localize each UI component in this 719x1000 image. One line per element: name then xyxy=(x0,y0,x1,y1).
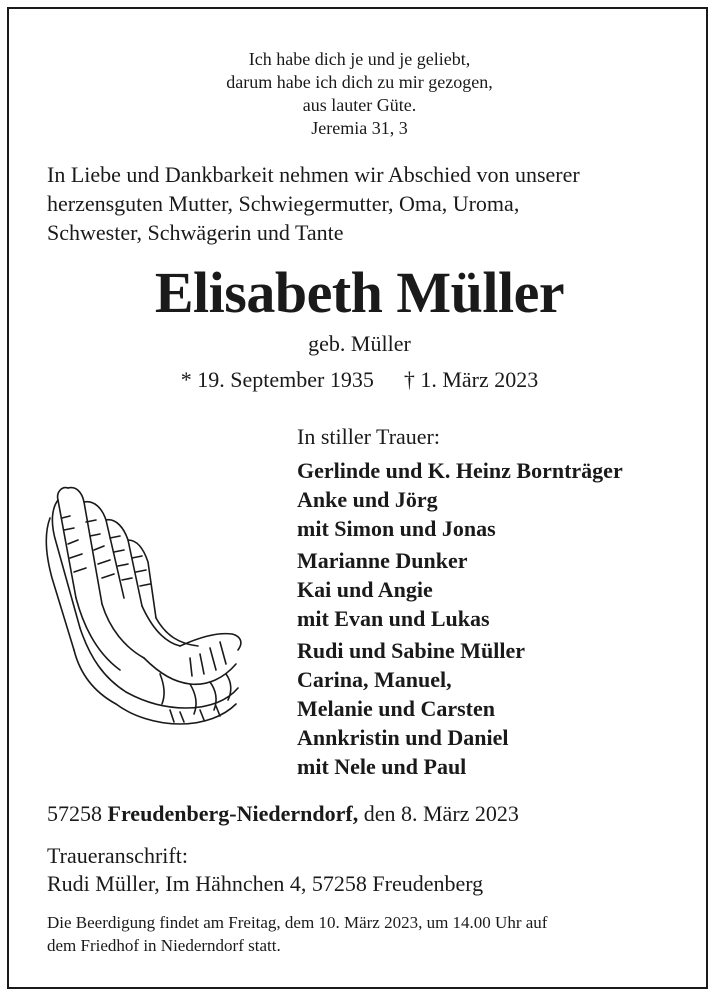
address-line: Rudi Müller, Im Hähnchen 4, 57258 Freudenberg xyxy=(47,871,484,896)
mourner-line: Anke und Jörg xyxy=(297,487,438,512)
life-dates xyxy=(0,366,719,394)
mourning-label: In stiller Trauer: xyxy=(297,424,440,449)
funeral-line: dem Friedhof in Niederndorf statt. xyxy=(47,936,281,955)
address-label: Traueranschrift: xyxy=(47,843,188,868)
mourner-line: Kai und Angie xyxy=(297,577,433,602)
mourner-line: Rudi und Sabine Müller xyxy=(297,638,526,663)
intro-line: herzensguten Mutter, Schwiegermutter, Oma, Uroma, xyxy=(47,191,520,216)
verse-reference: Jeremia 31, 3 xyxy=(311,118,408,138)
praying-hands-icon xyxy=(40,478,245,730)
mourning-address xyxy=(47,842,483,898)
maiden-name: geb. Müller xyxy=(308,331,411,356)
intro-line: Schwester, Schwägerin und Tante xyxy=(47,220,344,245)
mourners-list xyxy=(297,456,697,784)
intro-text xyxy=(47,160,687,247)
mourner-line: mit Nele und Paul xyxy=(297,754,467,779)
death-date: † 1. März 2023 xyxy=(403,367,539,392)
deceased-name: Elisabeth Müller xyxy=(154,260,565,325)
mourner-line: mit Simon und Jonas xyxy=(297,516,496,541)
mourner-line: Carina, Manuel, xyxy=(297,667,452,692)
notice-date: den 8. März 2023 xyxy=(363,801,519,826)
verse-line: darum habe ich dich zu mir gezogen, xyxy=(226,72,493,92)
birth-date: * 19. September 1935 xyxy=(180,367,374,392)
intro-line: In Liebe und Dankbarkeit nehmen wir Abschied von unserer xyxy=(47,162,580,187)
funeral-line: Die Beerdigung findet am Freitag, dem 10. März 2023, um 14.00 Uhr auf xyxy=(47,913,548,932)
mourner-line: Marianne Dunker xyxy=(297,548,468,573)
mourner-line: Melanie und Carsten xyxy=(297,696,495,721)
verse-line: Ich habe dich je und je geliebt, xyxy=(248,49,471,69)
mourner-group xyxy=(297,456,697,543)
bible-verse xyxy=(0,48,719,140)
place-town: Freudenberg-Niederndorf, xyxy=(107,801,359,826)
mourner-line: Annkristin und Daniel xyxy=(297,725,509,750)
mourner-group xyxy=(297,546,697,633)
funeral-info xyxy=(47,911,687,957)
mourner-group xyxy=(297,636,697,781)
mourner-line: Gerlinde und K. Heinz Bornträger xyxy=(297,458,623,483)
place-zip: 57258 xyxy=(47,801,102,826)
place-and-date xyxy=(47,800,519,828)
mourner-line: mit Evan und Lukas xyxy=(297,606,490,631)
verse-line: aus lauter Güte. xyxy=(302,95,417,115)
